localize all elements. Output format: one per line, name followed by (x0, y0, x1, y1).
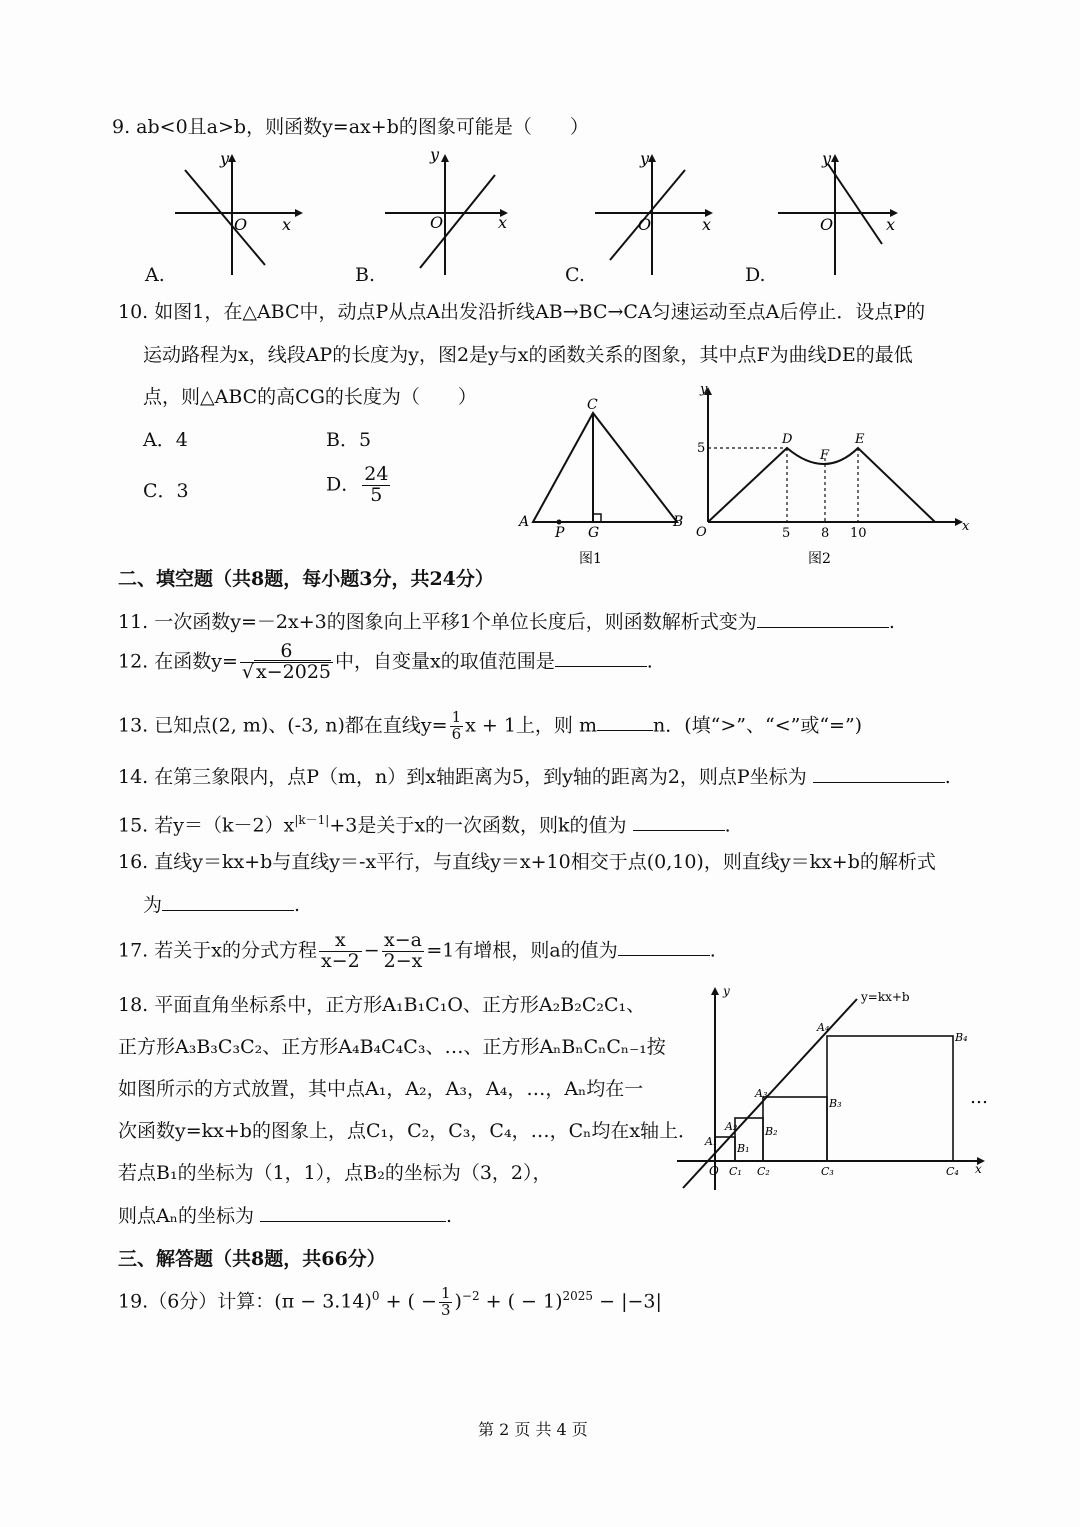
q18-line3: 如图所示的方式放置，其中点A₁，A₂，A₃，A₄，…，Aₙ均在一 (118, 1078, 644, 1100)
fig1-g-label: G (588, 525, 600, 541)
q10-option-d (326, 465, 392, 506)
q18-line1: 18. 平面直角坐标系中，正方形A₁B₁C₁O、正方形A₂B₂C₂C₁、 (118, 994, 646, 1016)
q18-a3-label: A₃ (755, 1087, 768, 1100)
fig2-x10-label: 10 (850, 526, 867, 541)
fig1-a-label: A (519, 514, 530, 530)
fig2-x5-label: 5 (782, 526, 791, 541)
q10-d-num: 24 (364, 463, 389, 485)
q15-blank (633, 812, 725, 831)
q17: 17. 若关于x的分式方程 $\frac{x}{x-2}$ − $\frac{x-a}{2-x}$ =1有增根，则a的值为 . (118, 929, 716, 972)
fig2-o-label: O (696, 525, 707, 540)
q14-text: 14. 在第三象限内，点P（m，n）到x轴距离为5，到y轴的距离为2，则点P坐标为 (118, 766, 807, 788)
q19-exp0: 0 (371, 1288, 380, 1303)
q14: 14. 在第三象限内，点P（m，n）到x轴距离为5，到y轴的距离为2，则点P坐标为 . (118, 766, 951, 788)
q11-text: 11. 一次函数y=－2x+3的图象向上平移1个单位长度后，则函数解析式变为 (118, 611, 757, 633)
q9-graph-b (350, 145, 530, 280)
q17-d1: x−2 (320, 949, 360, 972)
q12-post: 中，自变量x的取值范围是 (335, 650, 555, 673)
q19-den: 3 (440, 1300, 451, 1319)
q9-option-d: D. (745, 264, 766, 286)
q18-y-label: y (723, 984, 730, 998)
q10-option-b: B．5 (326, 429, 372, 451)
q9-option-a: A. (145, 264, 165, 286)
q12: 12. 在函数y= $\frac{6}{√ x-2025}$ 中，自变量x的取值范围是 . (118, 640, 653, 683)
q18-c1-label: C₁ (729, 1165, 742, 1178)
q12-num: 6 (240, 642, 333, 663)
fig2-y-label: y (700, 382, 708, 397)
q18-a1-label: A₁ (705, 1135, 718, 1148)
q19-exp1: −2 (461, 1288, 480, 1303)
q10-figure1 (515, 395, 695, 575)
q18-line6: 则点Aₙ的坐标为 . (118, 1205, 453, 1227)
q18-b4-label: B₄ (955, 1031, 968, 1044)
q16-line2-text: 为 (143, 894, 163, 916)
q19-num: 1 (440, 1284, 451, 1302)
q18-line5: 若点B₁的坐标为（1，1），点B₂的坐标为（3，2）， (118, 1162, 552, 1184)
fig2-y5-label: 5 (697, 441, 706, 456)
q15: 15. 若$y=(k-2)x^{|k-1|}+3$是关于x的一次函数，则k的值为 . (118, 813, 731, 837)
q18-c2-label: C₂ (757, 1165, 770, 1178)
q19-exp2: 2025 (562, 1288, 594, 1303)
fig2-e-label: E (855, 432, 865, 447)
q13-den: 6 (451, 724, 462, 743)
q18-line-label: y=kx+b (861, 990, 910, 1004)
q18-b1-label: B₁ (737, 1142, 750, 1155)
q15-pre: 15. 若y＝（k－2）x (118, 814, 295, 837)
q19-mid1: + ( − (379, 1290, 437, 1313)
q17-minus: − (363, 939, 380, 962)
q18-c4-label: C₄ (946, 1165, 959, 1178)
q13-mid: x + 1上，则 m (465, 714, 597, 737)
q9b-o-label: O (430, 213, 444, 232)
q9-graph-a (140, 150, 320, 280)
q12-den: x−2025 (256, 660, 332, 683)
q10-option-a: A．4 (143, 429, 188, 451)
q10-d-den: 5 (370, 483, 383, 506)
fig1-p-label: P (555, 525, 565, 541)
q18-b3-label: B₃ (829, 1097, 842, 1110)
q18-figure (665, 985, 995, 1195)
q10-line1: 10. 如图1，在△ABC中，动点P从点A出发沿折线AB→BC→CA匀速运动至点A后停止．设点P的 (118, 301, 926, 323)
q18-line2: 正方形A₃B₃C₃C₂、正方形A₄B₄C₄C₃、…、正方形AₙBₙCₙCₙ₋₁按 (118, 1036, 666, 1058)
section2-heading: 二、填空题（共8题，每小题3分，共24分） (118, 568, 494, 590)
q9c-y-label: y (640, 149, 650, 168)
q9d-y-label: y (822, 149, 832, 168)
fig1-c-label: C (587, 397, 598, 413)
fig2-d-label: D (782, 432, 793, 447)
q9a-x-label: x (282, 215, 292, 234)
q9a-y-label: y (220, 149, 230, 168)
q9-graph-c (560, 150, 740, 280)
q17-pre: 17. 若关于x的分式方程 (118, 939, 317, 962)
q17-blank (618, 937, 710, 956)
q13-pre: 13. 已知点(2, m)、(-3, n)都在直线y= (118, 714, 448, 737)
q16-line1: 16. 直线y＝kx+b与直线y＝-x平行，与直线y＝x+10相交于点(0,10)，则直线y＝kx+b的解析式 (118, 851, 936, 873)
q12-pre: 12. 在函数y= (118, 650, 238, 673)
q19-pre: 19.（6分）计算：(π − 3.14) (118, 1290, 372, 1313)
q15-exp: |k－1| (294, 813, 330, 827)
section3-heading: 三、解答题（共8题，共66分） (118, 1248, 386, 1270)
q19 (118, 1286, 662, 1319)
q15-post: +3是关于x的一次函数，则k的值为 (329, 814, 627, 837)
q12-blank (555, 648, 647, 667)
q18-line6-text: 则点Aₙ的坐标为 (118, 1205, 254, 1227)
q9d-o-label: O (820, 215, 834, 234)
q10-figure2 (690, 382, 980, 575)
q19-mid3: + ( − 1) (479, 1290, 563, 1313)
fig2-x8-label: 8 (821, 526, 830, 541)
fig1-caption: 图1 (579, 551, 602, 567)
q10-line2: 运动路程为x，线段AP的长度为y，图2是y与x的函数关系的图象，其中点F为曲线DE的最低 (143, 344, 913, 366)
q18-c3-label: C₃ (821, 1165, 834, 1178)
q18-a4-label: A₄ (817, 1021, 830, 1034)
q9b-y-label: y (430, 145, 440, 164)
q18-a2-label: A₂ (725, 1120, 738, 1133)
q16-blank (162, 892, 294, 911)
q9a-o-label: O (234, 215, 248, 234)
q16-line2: 为 . (143, 894, 301, 916)
q10-line3: 点，则△ABC的高CG的长度为（ ） (143, 386, 477, 408)
q9-option-b: B. (355, 264, 376, 286)
q9-stem: 9. ab<0且a>b，则函数y=ax+b的图象可能是（ ） (112, 116, 589, 138)
q10-option-d-label: D． (326, 473, 361, 496)
page-footer: 第 2 页 共 4 页 (478, 1420, 588, 1439)
q18-dots: … (970, 1087, 988, 1108)
q10-option-c: C．3 (143, 480, 189, 502)
q13-blank (597, 712, 653, 731)
fig2-caption: 图2 (808, 551, 831, 567)
q11-blank (757, 609, 889, 628)
q18-o-label: O (709, 1164, 719, 1178)
q9c-x-label: x (702, 215, 712, 234)
q9-graph-d (740, 150, 920, 280)
q18-b2-label: B₂ (765, 1125, 778, 1138)
q9b-x-label: x (498, 213, 508, 232)
q17-n1: x (319, 931, 362, 952)
fig2-x-label: x (962, 519, 970, 534)
q13 (118, 710, 862, 743)
q9d-x-label: x (886, 215, 896, 234)
q18-blank (260, 1203, 446, 1222)
q17-n2: x−a (382, 931, 425, 952)
q19-post: − |−3| (593, 1290, 662, 1313)
q9-option-c: C. (565, 264, 585, 286)
fig1-b-label: B (673, 514, 684, 530)
q19-mid2: ) (454, 1290, 462, 1313)
q14-blank (813, 764, 945, 783)
q18-x-label: x (975, 1162, 982, 1176)
q17-post: =1有增根，则a的值为 (426, 939, 618, 962)
fig2-f-label: F (820, 448, 830, 463)
q13-num: 1 (451, 708, 462, 726)
q13-post: n．(填“>”、“<”或“=”) (652, 714, 863, 737)
q11: 11. 一次函数y=－2x+3的图象向上平移1个单位长度后，则函数解析式变为 . (118, 611, 895, 633)
q9c-o-label: O (638, 215, 652, 234)
q18-line4: 次函数y=kx+b的图象上，点C₁，C₂，C₃，C₄，…，Cₙ均在x轴上． (118, 1120, 698, 1142)
q17-d2: 2−x (383, 949, 423, 972)
